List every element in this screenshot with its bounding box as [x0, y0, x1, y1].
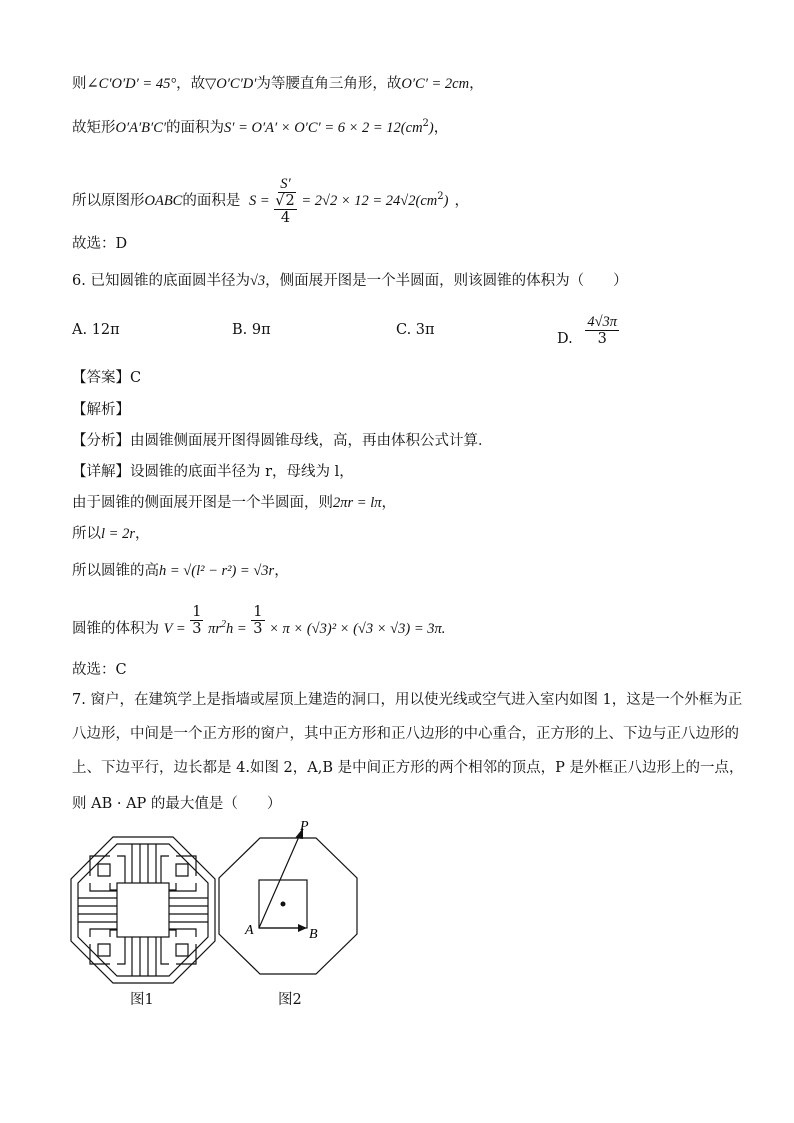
figure-2-diagram [215, 816, 361, 986]
q7-text-line-3: 上、下边平行，边长都是 4.如图 2，A,B 是中间正方形的两个相邻的顶点，P 是外框正八边形上的一点， [72, 760, 744, 776]
text: ，故 [176, 76, 206, 92]
step-1 [72, 493, 396, 513]
figure-1-window [70, 836, 216, 984]
math-result: = 2√2 × 12 = 24√2(cm [301, 193, 438, 209]
solution-line-2: 故矩形O′A′B′C′的面积为$S' = O'A' \times O'C' = 6 \times 2 = 12(cm^2)$， [72, 118, 449, 136]
option-b: B. 9π [232, 322, 271, 338]
text: 的面积是 [182, 193, 241, 209]
math-angle: ∠C′O′D′ = 45° [86, 76, 177, 92]
math: l = 2r [101, 526, 135, 542]
option-d-label: D. [557, 330, 573, 347]
option-a: A. 12π [72, 322, 120, 338]
solution-conclusion: 故选：D [72, 236, 128, 252]
text: 所以原图形 [72, 193, 145, 209]
text: 所以圆锥的高 [72, 563, 159, 579]
math: 2πr = lπ [333, 495, 382, 511]
fenxi-line [72, 431, 493, 451]
conclusion-c: 故选：C [72, 662, 127, 678]
option-d-denominator: 3 [597, 331, 607, 347]
text: 由于圆锥的侧面展开图是一个半圆面，则 [72, 495, 333, 511]
math-radius: √3 [249, 273, 266, 289]
option-d [557, 314, 619, 347]
solution-line-3: 所以原图形OABC的面积是 S = S′ √2 4 = $2√2 \times 12 = 24√2(cm^2)$ ， [72, 176, 469, 226]
math: h = √(l² − r²) = √3r [159, 563, 275, 579]
text: ， [469, 76, 484, 92]
option-c: C. 3π [396, 322, 435, 338]
text: ， [274, 563, 289, 579]
point-b-label: B [309, 927, 318, 942]
answer-line [72, 368, 141, 388]
math-length: O′C′ = 2cm [401, 76, 470, 92]
figure-1-caption: 图1 [130, 992, 154, 1008]
answer-value: C [130, 370, 142, 386]
step-2 [72, 524, 149, 544]
text: 则 [72, 76, 87, 92]
point-a-label: A [245, 923, 254, 938]
figure-2-caption: 图2 [278, 992, 302, 1008]
text: ， [381, 495, 396, 511]
math-triangle: ▽O′C′D′ [205, 76, 257, 92]
fenxi-tag: 【分析】 [72, 433, 130, 449]
step-4: 圆锥的体积为 V = $\frac{1}{3}$ $\pi r^2h$ = $\frac{1}{3}$ × π × (√3)² × (√3 × √3) = 3π. [72, 604, 446, 637]
text: 为等腰直角三角形，故 [256, 76, 402, 92]
q7-text-line-2: 八边形，中间是一个正方形的窗户，其中正方形和正八边形的中心重合，正方形的上、下边与正八边形的 [72, 726, 739, 742]
text: 故矩形 [72, 120, 116, 136]
math-area: S′ = O′A′ × O′C′ = 6 × 2 = 12(cm [224, 120, 423, 136]
text: 6. 已知圆锥的底面圆半径为 [72, 273, 250, 289]
q7-text-line-4: 则 AB · AP 的最大值是（ ） [72, 796, 282, 812]
step-3 [72, 561, 289, 581]
text: ， [433, 120, 449, 136]
xiangjie-line [72, 462, 354, 482]
text: ，侧面展开图是一个半圆面，则该圆锥的体积为（ ） [265, 273, 628, 289]
text: 圆锥的体积为 [72, 620, 159, 637]
math-shape: OABC [144, 193, 183, 209]
math-rectangle: O′A′B′C′ [115, 120, 167, 136]
point-p-label: P [300, 819, 309, 834]
fraction: S′ √2 4 [275, 176, 295, 226]
text: 所以 [72, 526, 101, 542]
text: 的面积为 [166, 120, 225, 136]
option-d-numerator: 4√3π [587, 314, 618, 330]
q7-text-line-1: 7. 窗户，在建筑学上是指墙或屋顶上建造的洞口，用以使光线或空气进入室内如图 1，这是一个外框为正 [72, 692, 743, 708]
analysis-tag: 【解析】 [72, 402, 130, 418]
math: × π × (√3)² × (√3 × √3) = 3π. [269, 620, 446, 637]
xiangjie-tag: 【详解】 [72, 464, 130, 480]
solution-line-1 [72, 74, 484, 94]
text: ， [134, 526, 150, 542]
text: ， [454, 193, 469, 209]
q6-stem [72, 271, 628, 291]
answer-tag: 【答案】 [72, 370, 130, 386]
fenxi-text: 由圆锥侧面展开图得圆锥母线，高，再由体积公式计算． [130, 433, 493, 449]
xiangjie-text: 设圆锥的底面半径为 r，母线为 l， [130, 464, 354, 480]
